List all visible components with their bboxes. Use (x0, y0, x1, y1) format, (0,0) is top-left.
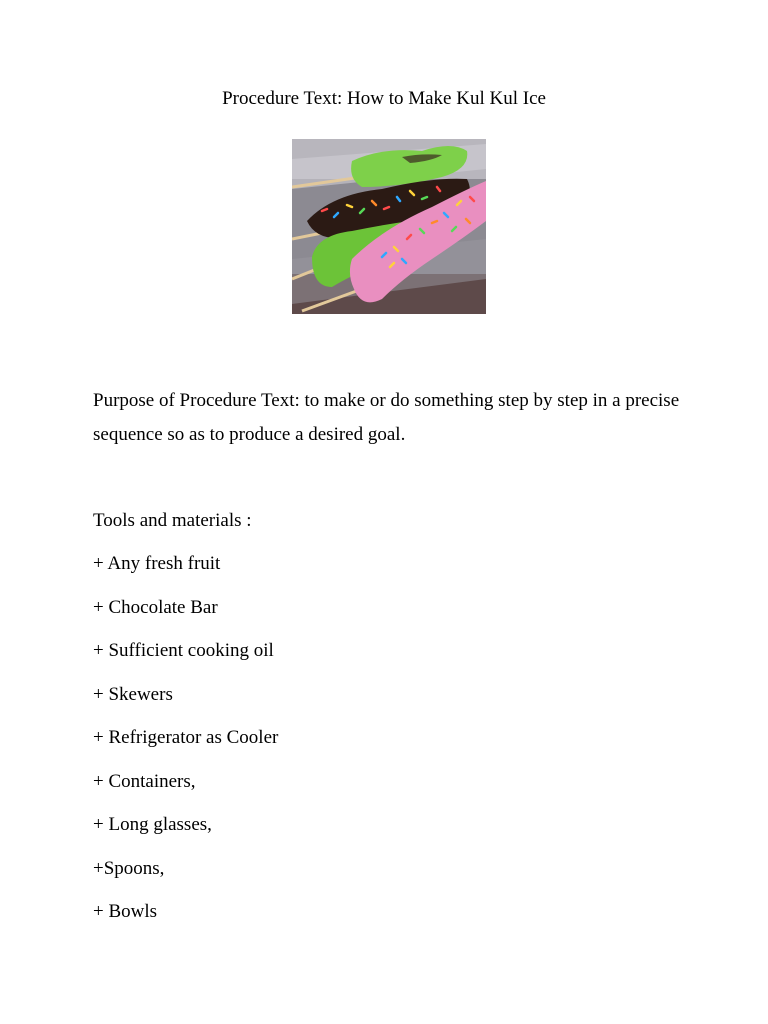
purpose-paragraph: Purpose of Procedure Text: to make or do something step by step in a precise sequence so as to produce a desired goal. (93, 390, 680, 445)
list-item: + Chocolate Bar (93, 596, 218, 618)
list-item: + Any fresh fruit (93, 553, 221, 574)
page-title: Procedure Text: How to Make Kul Kul Ice (222, 88, 546, 109)
tools-list (93, 552, 278, 944)
list-item: +Spoons, (93, 857, 165, 879)
list-item: + Sufficient cooking oil (93, 640, 274, 661)
list-item: + Bowls (93, 901, 158, 922)
tools-heading: Tools and materials : (93, 510, 252, 531)
list-item: + Long glasses, (93, 814, 212, 835)
list-item: + Refrigerator as Cooler (93, 727, 279, 748)
list-item: + Containers, (93, 770, 196, 792)
list-item: + Skewers (93, 683, 173, 705)
kul-kul-ice-photo (292, 139, 486, 314)
